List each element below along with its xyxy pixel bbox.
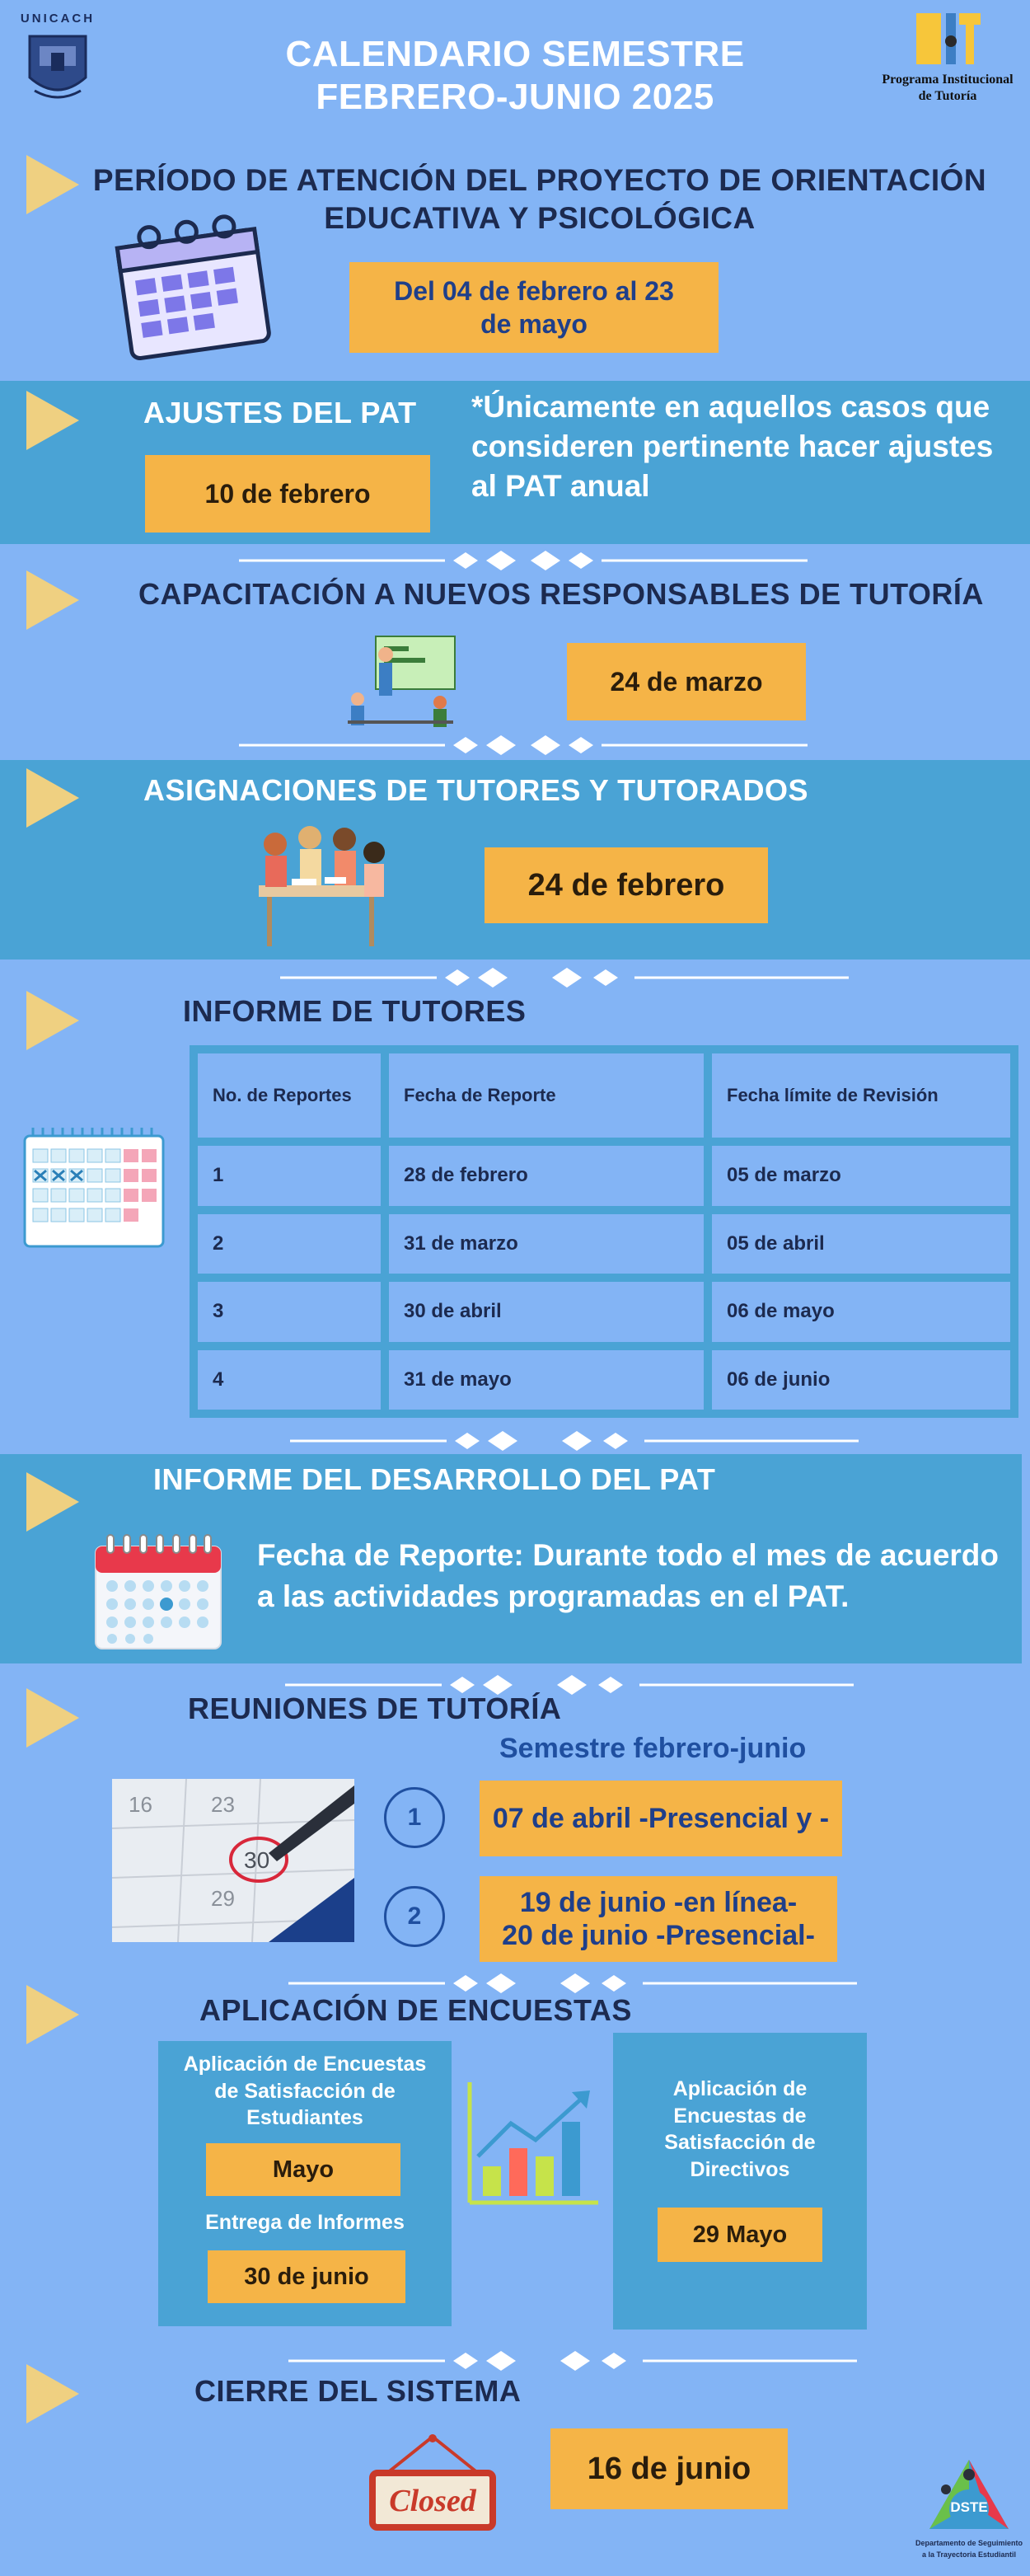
pat-logo-line2: de Tutoría [918,89,977,103]
ornament-divider [280,968,849,988]
periodo-date-line2: de mayo [480,309,588,339]
table-cell: 28 de febrero [385,1142,708,1210]
ornament-divider [239,735,808,755]
asignaciones-date-badge: 24 de febrero [485,847,768,923]
cierre-title: CIERRE DEL SISTEMA [194,2374,522,2408]
section-arrow-icon [26,1688,79,1748]
svg-text:23: 23 [211,1792,235,1817]
section-arrow-icon [26,391,79,450]
section-arrow-icon [26,2364,79,2424]
dste-logo-line2: a la Trayectoria Estudiantil [921,2550,1017,2559]
student-survey-label-line2: de Satisfacción de [214,2079,396,2103]
asignaciones-title: ASIGNACIONES DE TUTORES Y TUTORADOS [143,773,808,807]
directors-survey-label-line3: Satisfacción de [664,2131,816,2154]
calendar-pen-photo [112,1779,354,1942]
reuniones-subtitle: Semestre febrero-junio [499,1733,807,1764]
table-row [194,1142,1014,1210]
periodo-title-line2: EDUCATIVA Y PSICOLÓGICA [324,201,756,235]
meeting-date-line1: 19 de junio -en línea- [519,1887,798,1918]
section-arrow-icon [26,1985,79,2044]
directors-survey-label-line2: Encuestas de [673,2104,807,2128]
table-cell: 06 de mayo [708,1278,1014,1346]
student-survey-label-line1: Aplicación de Encuestas [183,2053,427,2076]
directors-survey-date-badge: 29 Mayo [658,2208,822,2262]
dste-logo-abbr: DSTE [950,2499,988,2515]
informe-tutores-title: INFORME DE TUTORES [183,994,527,1028]
section-arrow-icon [26,155,79,214]
ornament-divider [288,1973,857,1993]
student-survey-label [158,2051,452,2132]
table-row [194,1278,1014,1346]
closed-sign-text: Closed [389,2484,476,2518]
ajustes-note-line1: *Únicamente en aquellos casos que [471,390,990,424]
table-row [194,1346,1014,1415]
table-cell: 1 [194,1142,385,1210]
student-survey-label-line3: Estudiantes [246,2106,363,2129]
ajustes-title: AJUSTES DEL PAT [143,396,417,429]
cierre-date-badge: 16 de junio [550,2428,788,2509]
ajustes-date-badge: 10 de febrero [145,455,430,533]
pat-logo-line1: Programa Institucional [882,73,1014,87]
table-header-row [194,1049,1014,1142]
desarrollo-title: INFORME DEL DESARROLLO DEL PAT [153,1462,716,1496]
calendar-icon [105,210,279,367]
table-cell: 4 [194,1346,385,1415]
capacitacion-date-badge: 24 de marzo [567,643,806,720]
page-title [206,33,824,119]
closed-sign-icon [363,2433,503,2531]
table-cell: 31 de mayo [385,1346,708,1415]
reports-table [190,1045,1018,1418]
meeting-number-badge: 1 [384,1787,445,1848]
calendar-grid-icon [21,1126,166,1250]
svg-text:29: 29 [211,1886,235,1911]
table-header-cell: Fecha límite de Revisión [708,1049,1014,1142]
periodo-date-line1: Del 04 de febrero al 23 [394,276,674,306]
section-arrow-icon [26,991,79,1050]
table-cell: 05 de marzo [708,1142,1014,1210]
table-cell: 31 de marzo [385,1210,708,1279]
reuniones-title: REUNIONES DE TUTORÍA [188,1692,562,1725]
dste-logo [913,2456,1025,2572]
meeting-date-badge [480,1876,837,1962]
table-cell: 05 de abril [708,1210,1014,1279]
delivery-date-badge: 30 de junio [208,2250,405,2303]
meeting-number-badge: 2 [384,1886,445,1947]
ajustes-note-line2: consideren pertinente hacer ajustes [471,429,994,463]
section-arrow-icon [26,1472,79,1532]
table-header-cell: No. de Reportes [194,1049,385,1142]
unicach-logo [18,12,97,107]
ajustes-note-line3: al PAT anual [471,469,650,503]
meeting-date-line2: 20 de junio -Presencial- [502,1920,815,1951]
table-header-cell: Fecha de Reporte [385,1049,708,1142]
dste-logo-line1: Departamento de Seguimiento [915,2539,1023,2547]
growth-chart-icon [461,2074,602,2208]
table-cell: 2 [194,1210,385,1279]
pat-logo [873,8,1022,107]
section-arrow-icon [26,768,79,828]
ornament-divider [239,551,808,570]
svg-text:16: 16 [129,1792,152,1817]
table-row [194,1210,1014,1279]
desarrollo-text: Fecha de Reporte: Durante todo el mes de acuerdo a las actividades programadas en el PAT. [257,1538,999,1613]
unicach-logo-text: UNICACH [20,12,96,26]
page-title-line2: FEBRERO-JUNIO 2025 [316,77,714,117]
periodo-date-badge [349,262,719,353]
delivery-label: Entrega de Informes [205,2211,405,2234]
training-illustration-icon [343,630,458,732]
page-title-line1: CALENDARIO SEMESTRE [285,34,745,74]
meeting-date-badge: 07 de abril -Presencial y - [480,1781,842,1856]
capacitacion-title: CAPACITACIÓN A NUEVOS RESPONSABLES DE TUTORÍA [138,577,984,611]
section-arrow-icon [26,570,79,630]
periodo-title-line1: PERÍODO DE ATENCIÓN DEL PROYECTO DE ORIENTACIÓN [92,163,987,197]
ornament-divider [288,2351,857,2371]
table-cell: 06 de junio [708,1346,1014,1415]
ajustes-note [471,387,1023,506]
directors-survey-label-line1: Aplicación de [672,2077,808,2100]
group-meeting-icon [242,819,399,951]
directors-survey-label [613,2076,867,2183]
svg-text:30: 30 [244,1847,270,1873]
table-cell: 3 [194,1278,385,1346]
encuestas-title: APLICACIÓN DE ENCUESTAS [199,1993,632,2027]
ornament-divider [290,1431,859,1451]
directors-survey-label-line4: Directivos [690,2157,790,2181]
table-cell: 30 de abril [385,1278,708,1346]
calendar-dots-icon [92,1530,224,1652]
student-survey-date-badge: Mayo [206,2143,400,2196]
